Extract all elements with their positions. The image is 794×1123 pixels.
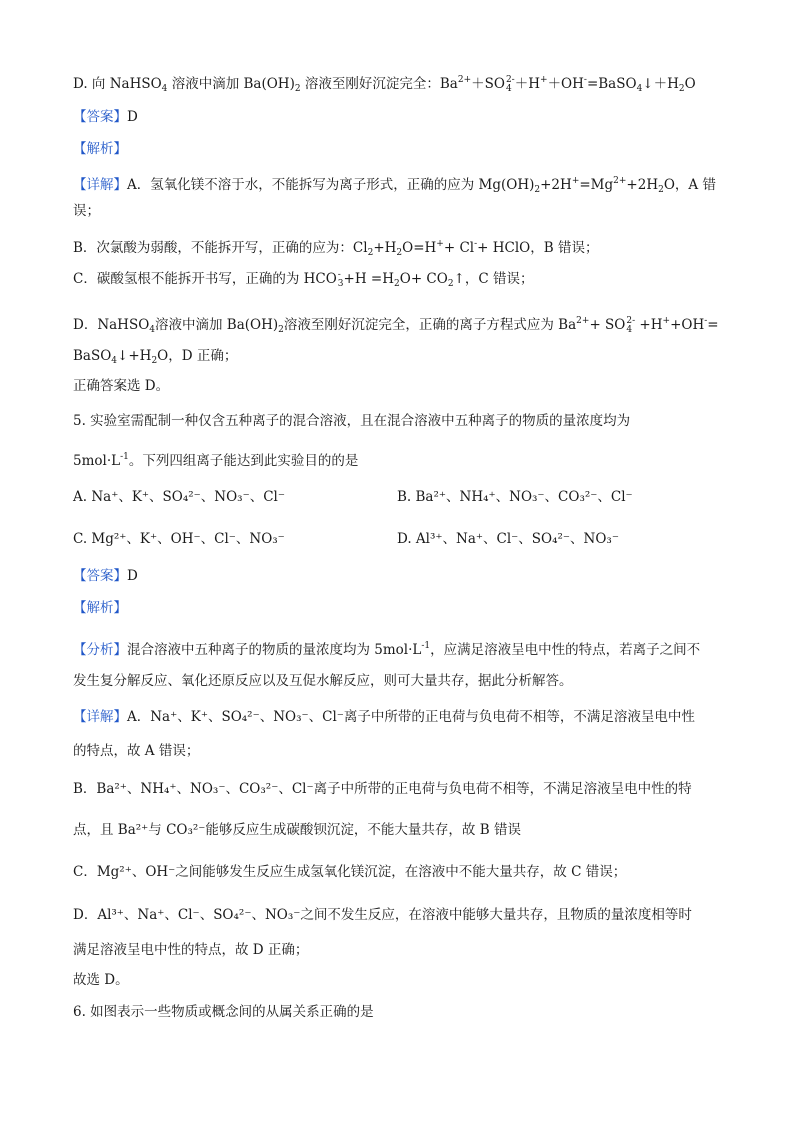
text: C．Mg²⁺、OH⁻之间能够发生反应生成氢氧化镁沉淀，在溶液中不能大量共存，故 C 错误； [73,864,627,880]
superscript: - [337,269,341,280]
text: O，D 正确； [157,348,238,364]
text: ，应满足溶液呈电中性的特点，若离子之间不 [430,642,701,658]
superscript: -1 [421,641,431,651]
q5-option-c [73,529,285,549]
detail-a-line [73,171,716,200]
text: B．次氯酸为弱酸，不能拆开写，正确的应为：Cl [73,240,368,256]
subscript: 2 [294,84,301,94]
text: O=H [402,240,437,256]
option-text: C. Mg²⁺、K⁺、OH⁻、Cl⁻、NO₃⁻ [73,531,285,547]
text: ↑，C 错误； [453,271,534,287]
subscript: 4 [149,325,156,335]
text: ↓＋H [642,76,679,92]
text: D．Al³⁺、Na⁺、Cl⁻、SO₄²⁻、NO₃⁻之间不发生反应，在溶液中能够大量共存，且物质的量浓度相等时 [73,907,692,923]
text: 5. 实验室需配制一种仅含五种离子的混合溶液，且在混合溶液中五种离子的物质的量浓度均为 [73,413,631,429]
subscript: 2 [394,279,400,289]
text: ↓+H [117,348,152,364]
text: ＋SO [471,76,505,92]
detail2-a-wrap [73,741,199,761]
text: O，A 错 [663,177,716,193]
text: A．氢氧化镁不溶于水，不能拆写为离子形式，正确的应为 Mg(OH) [127,177,535,193]
subscript: 4 [161,84,168,94]
superscript: 2+ [457,75,472,85]
answer-value: D [127,568,138,584]
text: A．Na⁺、K⁺、SO₄²⁻、NO₃⁻、Cl⁻离子中所带的正电荷与负电荷不相等，不满足溶液呈电中性 [127,709,695,725]
detail-d-line [73,311,719,340]
answer-tag: 【答案】 [73,109,127,125]
text: 正确答案选 D。 [73,378,170,394]
text: +H [343,271,367,287]
subscript: 2 [151,356,158,366]
q5-option-b [397,487,633,507]
q5-option-a [73,487,285,507]
answer-value: D [127,109,138,125]
superscript: 2+ [576,316,590,326]
text: 5mol·L [73,453,121,469]
text: 故选 D。 [73,972,129,988]
superscript: + [436,239,444,249]
text: + Cl [443,240,475,256]
detail2-d-wrap [73,940,308,960]
subscript: 4 [505,83,512,94]
subscript: 2 [534,185,541,195]
text: =H [366,271,395,287]
text: 的特点，故 A 错误； [73,743,200,759]
analysis-heading-1 [73,139,127,159]
text: 。下列四组离子能达到此实验目的的是 [128,453,359,469]
analysis-tag: 【解析】 [73,600,127,616]
subscript: 4 [626,324,633,335]
detail2-a-line [73,707,695,727]
superscript: + [662,316,671,326]
superscript: + [571,176,580,186]
answer-line-1 [73,107,138,127]
superscript: 2+ [613,176,627,186]
text: B．Ba²⁺、NH₄⁺、NO₃⁻、CO₃²⁻、Cl⁻离子中所带的正电荷与负电荷不相等，不满足溶液呈电中性的特 [73,781,692,797]
option-d-previous [73,70,696,99]
text: + SO [589,317,626,333]
analysis-body-line1 [73,636,700,660]
text: +2H [626,177,659,193]
analysis-tag: 【解析】 [73,141,127,157]
text: 溶液至刚好沉淀完全：Ba [300,76,458,92]
answer-tag: 【答案】 [73,568,127,584]
text: ＋OH [547,76,584,92]
q5-stem-line1 [73,411,630,431]
detail-b-line [73,234,598,263]
text: = [707,317,719,333]
text: +2H [540,177,572,193]
text: =Mg [579,177,614,193]
text: + HClO，B 错误； [477,240,599,256]
text: O+ CO [399,271,448,287]
option-text: D. Al³⁺、Na⁺、Cl⁻、SO₄²⁻、NO₃⁻ [397,531,619,547]
superscript: - [704,316,708,326]
detail-a-wrap [73,201,100,221]
detail2-b-line [73,779,692,799]
text: +H [373,240,397,256]
text: D. 向 NaHSO [73,76,162,92]
text: BaSO [73,348,112,364]
ion-charge-stack [506,76,515,94]
detail-c-line [73,269,534,294]
subscript: 2 [658,185,664,195]
superscript: -1 [120,452,129,462]
option-text: B. Ba²⁺、NH₄⁺、NO₃⁻、CO₃²⁻、Cl⁻ [397,489,633,505]
superscript: 2- [505,74,515,85]
superscript: - [583,75,587,85]
answer-line-2 [73,566,138,586]
subscript: 2 [678,84,685,94]
analysis-body-tag: 【分析】 [73,642,127,658]
superscript: - [474,239,478,249]
subscript: 2 [396,248,403,258]
analysis-heading-2 [73,598,127,618]
analysis-body-line2 [73,671,573,691]
text: 满足溶液呈电中性的特点，故 D 正确； [73,942,309,958]
detail-tag: 【详解】 [73,177,127,193]
text: =BaSO [586,76,637,92]
q6-stem [73,1002,374,1022]
subscript: 2 [367,248,374,258]
text: 误； [73,203,100,219]
superscript: + [540,75,548,85]
text: 混合溶液中五种离子的物质的量浓度均为 5mol·L [127,642,422,658]
text: +H [635,317,663,333]
detail-d-wrap [73,346,237,371]
superscript: 2- [626,315,636,326]
detail2-conclusion [73,970,129,990]
subscript: 2 [278,325,284,335]
text: D．NaHSO [73,317,150,333]
text: 点，且 Ba²⁺与 CO₃²⁻能够反应生成碳酸钡沉淀，不能大量共存，故 B 错误 [73,822,521,838]
text: O [684,76,696,92]
text: +OH [670,317,705,333]
q5-stem-line2 [73,447,358,471]
option-text: A. Na⁺、K⁺、SO₄²⁻、NO₃⁻、Cl⁻ [73,489,285,505]
detail2-d-line [73,905,692,925]
text: 溶液中滴加 Ba(OH) [155,317,279,333]
detail2-c-line [73,862,626,882]
q5-option-d [397,529,619,549]
detail2-b-wrap [73,820,521,840]
subscript: 4 [111,356,118,366]
subscript: 4 [636,84,643,94]
text: 溶液至刚好沉淀完全，正确的离子方程式应为 Ba [283,317,577,333]
detail-conclusion [73,376,169,396]
ion-charge-stack [626,317,635,335]
text: 发生复分解反应、氧化还原反应以及互促水解反应，则可大量共存，据此分析解答。 [73,673,573,689]
text: 6. 如图表示一些物质或概念间的从属关系正确的是 [73,1004,374,1020]
detail-tag: 【详解】 [73,709,127,725]
subscript: 2 [447,279,454,289]
text: C．碳酸氢根不能拆开书写，正确的为 HCO [73,271,337,287]
text: ＋H [514,76,541,92]
subscript: 3 [337,278,344,289]
text: 溶液中滴加 Ba(OH) [167,76,295,92]
